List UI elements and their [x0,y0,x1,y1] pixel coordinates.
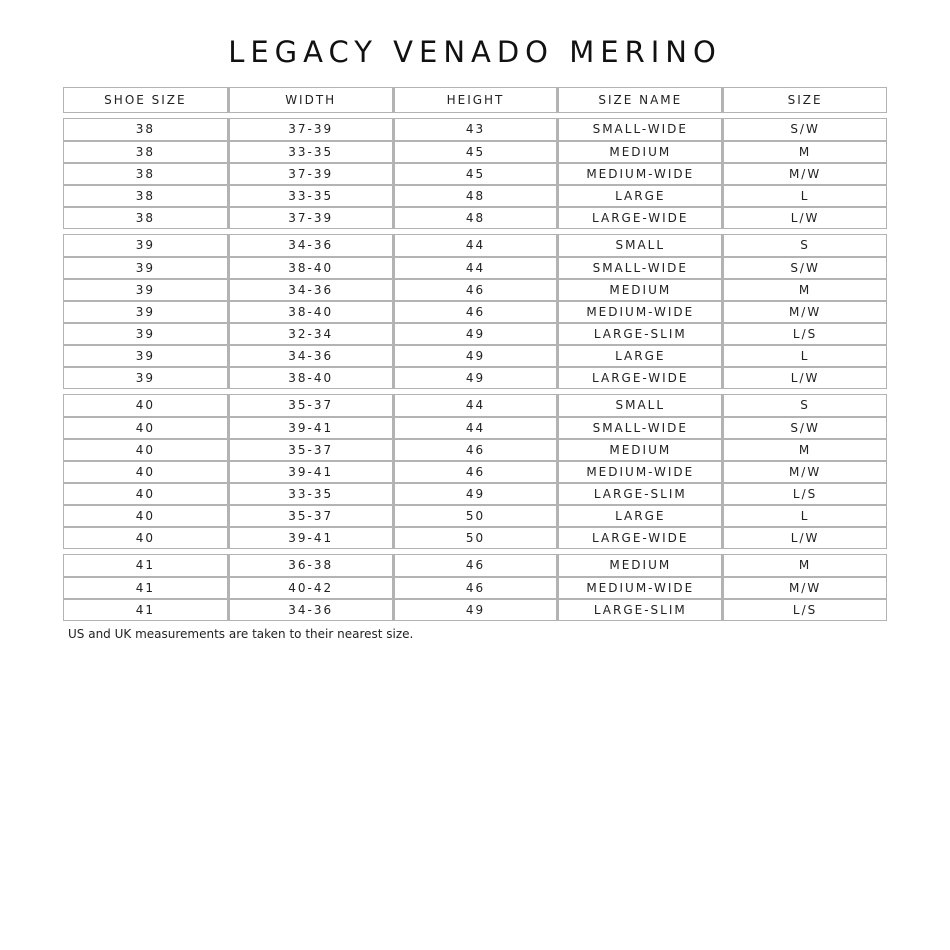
cell-size: M/W [722,301,887,323]
table-row [63,185,887,207]
table-header-row [63,87,887,113]
cell-shoe-size: 39 [63,279,228,301]
cell-size: M [722,279,887,301]
table-row [63,279,887,301]
cell-width: 33-35 [228,185,393,207]
cell-width: 32-34 [228,323,393,345]
cell-size-name: LARGE-WIDE [557,207,722,229]
cell-size-name: MEDIUM-WIDE [557,461,722,483]
table-row [63,599,887,621]
cell-size-name: LARGE [557,505,722,527]
cell-height: 50 [393,505,558,527]
cell-width: 36-38 [228,555,393,577]
cell-size-name: LARGE-SLIM [557,599,722,621]
cell-width: 37-39 [228,163,393,185]
cell-size: L/W [722,367,887,389]
header-height: HEIGHT [393,87,558,113]
cell-shoe-size: 38 [63,207,228,229]
cell-height: 46 [393,301,558,323]
cell-height: 44 [393,235,558,257]
cell-size: M/W [722,577,887,599]
cell-width: 38-40 [228,257,393,279]
cell-shoe-size: 38 [63,119,228,141]
cell-size: L [722,505,887,527]
cell-size-name: SMALL [557,235,722,257]
table-row [63,505,887,527]
cell-size-name: SMALL [557,395,722,417]
cell-width: 33-35 [228,141,393,163]
cell-size-name: SMALL-WIDE [557,257,722,279]
cell-size: M/W [722,163,887,185]
cell-size-name: MEDIUM [557,555,722,577]
cell-height: 50 [393,527,558,549]
cell-height: 49 [393,323,558,345]
cell-height: 48 [393,185,558,207]
cell-height: 46 [393,577,558,599]
cell-height: 45 [393,141,558,163]
table-row [63,301,887,323]
cell-height: 46 [393,439,558,461]
cell-width: 35-37 [228,439,393,461]
table-row [63,345,887,367]
cell-size: L [722,345,887,367]
cell-size-name: LARGE-WIDE [557,527,722,549]
cell-width: 37-39 [228,207,393,229]
cell-shoe-size: 40 [63,483,228,505]
table-row [63,527,887,549]
cell-size: L/W [722,527,887,549]
size-group-38 [63,118,887,229]
header-size: SIZE [722,87,887,113]
cell-size-name: LARGE-WIDE [557,367,722,389]
page-title: LEGACY VENADO MERINO [228,35,722,69]
cell-size: L/S [722,599,887,621]
cell-shoe-size: 40 [63,527,228,549]
cell-size-name: LARGE [557,345,722,367]
cell-shoe-size: 41 [63,555,228,577]
cell-shoe-size: 38 [63,185,228,207]
size-chart-table [63,87,887,621]
header-size-name: SIZE NAME [557,87,722,113]
cell-height: 44 [393,395,558,417]
cell-shoe-size: 40 [63,417,228,439]
cell-size: M [722,439,887,461]
cell-height: 43 [393,119,558,141]
table-row [63,439,887,461]
cell-shoe-size: 40 [63,395,228,417]
footnote: US and UK measurements are taken to their nearest size. [68,627,414,641]
cell-size: M [722,555,887,577]
cell-height: 46 [393,461,558,483]
cell-width: 37-39 [228,119,393,141]
cell-size-name: LARGE-SLIM [557,323,722,345]
cell-size-name: MEDIUM [557,439,722,461]
cell-height: 44 [393,257,558,279]
cell-width: 34-36 [228,279,393,301]
cell-height: 49 [393,345,558,367]
table-row [63,207,887,229]
table-row [63,119,887,141]
cell-size-name: SMALL-WIDE [557,417,722,439]
cell-size-name: MEDIUM [557,141,722,163]
cell-width: 39-41 [228,461,393,483]
header-width: WIDTH [228,87,393,113]
cell-width: 38-40 [228,301,393,323]
table-row [63,257,887,279]
cell-size: S/W [722,119,887,141]
cell-size-name: LARGE [557,185,722,207]
size-group-41 [63,554,887,621]
cell-shoe-size: 41 [63,599,228,621]
cell-size-name: LARGE-SLIM [557,483,722,505]
cell-height: 48 [393,207,558,229]
cell-shoe-size: 40 [63,439,228,461]
cell-height: 46 [393,555,558,577]
cell-size: S/W [722,257,887,279]
size-group-40 [63,394,887,549]
cell-width: 40-42 [228,577,393,599]
cell-width: 39-41 [228,527,393,549]
cell-width: 39-41 [228,417,393,439]
cell-size: S/W [722,417,887,439]
table-row [63,141,887,163]
table-row [63,461,887,483]
table-row [63,235,887,257]
cell-height: 49 [393,483,558,505]
cell-shoe-size: 38 [63,141,228,163]
cell-shoe-size: 39 [63,257,228,279]
cell-size: S [722,395,887,417]
cell-width: 35-37 [228,505,393,527]
cell-shoe-size: 39 [63,345,228,367]
cell-height: 49 [393,599,558,621]
cell-height: 46 [393,279,558,301]
cell-size-name: SMALL-WIDE [557,119,722,141]
cell-size-name: MEDIUM-WIDE [557,301,722,323]
cell-size: L/S [722,483,887,505]
cell-shoe-size: 40 [63,461,228,483]
table-body [63,118,887,621]
table-row [63,163,887,185]
table-row [63,577,887,599]
cell-size: L [722,185,887,207]
cell-shoe-size: 39 [63,301,228,323]
cell-height: 44 [393,417,558,439]
cell-width: 34-36 [228,345,393,367]
cell-height: 45 [393,163,558,185]
cell-size-name: MEDIUM-WIDE [557,163,722,185]
cell-width: 34-36 [228,599,393,621]
cell-size: M [722,141,887,163]
table-row [63,483,887,505]
cell-size: M/W [722,461,887,483]
size-group-39 [63,234,887,389]
cell-size: L/W [722,207,887,229]
cell-width: 34-36 [228,235,393,257]
cell-shoe-size: 39 [63,367,228,389]
cell-shoe-size: 41 [63,577,228,599]
cell-size: S [722,235,887,257]
header-shoe-size: SHOE SIZE [63,87,228,113]
cell-height: 49 [393,367,558,389]
cell-shoe-size: 38 [63,163,228,185]
cell-width: 33-35 [228,483,393,505]
cell-size-name: MEDIUM-WIDE [557,577,722,599]
cell-size: L/S [722,323,887,345]
cell-width: 35-37 [228,395,393,417]
table-row [63,323,887,345]
cell-shoe-size: 39 [63,235,228,257]
table-row [63,417,887,439]
cell-size-name: MEDIUM [557,279,722,301]
table-row [63,395,887,417]
cell-shoe-size: 40 [63,505,228,527]
cell-width: 38-40 [228,367,393,389]
table-row [63,367,887,389]
cell-shoe-size: 39 [63,323,228,345]
table-row [63,555,887,577]
